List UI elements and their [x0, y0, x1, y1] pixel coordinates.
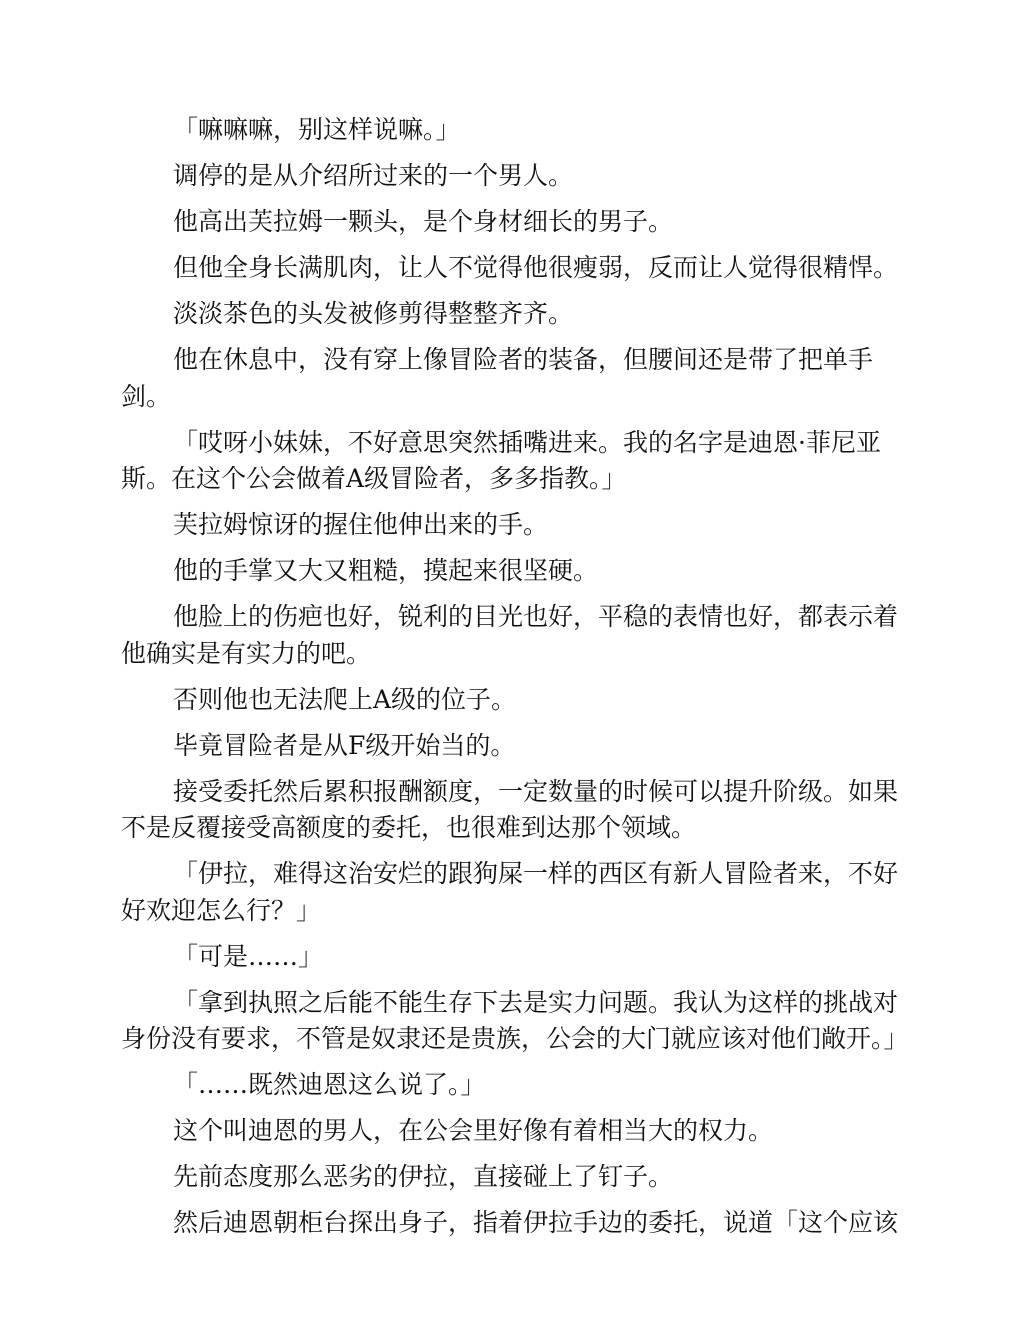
paragraph: 然后迪恩朝柜台探出身子，指着伊拉手边的委托，说道「这个应该	[173, 1208, 899, 1237]
paragraph: 「嘛嘛嘛，别这样说嘛。」	[173, 115, 461, 144]
paragraph: 「伊拉，难得这治安烂的跟狗屎一样的西区有新人冒险者来，不好好欢迎怎么行？」	[121, 859, 899, 925]
paragraph: 接受委托然后累积报酬额度，一定数量的时候可以提升阶级。如果不是反覆接受高额度的委托，也很难到达那个领域。	[121, 776, 899, 842]
paragraph: 芙拉姆惊讶的握住他伸出来的手。	[173, 510, 549, 539]
paragraph: 「……既然迪恩这么说了。」	[173, 1070, 486, 1099]
paragraph: 「哎呀小妹妹，不好意思突然插嘴进来。我的名字是迪恩·菲尼亚斯。在这个公会做着A级冒险者，多多指教。」	[121, 427, 881, 493]
paragraph: 他的手掌又大又粗糙，摸起来很坚硬。	[173, 556, 599, 585]
paragraph: 否则他也无法爬上A级的位子。	[173, 684, 517, 714]
paragraph: 「拿到执照之后能不能生存下去是实力问题。我认为这样的挑战对身份没有要求，不管是奴隶还是贵族，公会的大门就应该对他们敞开。」	[121, 987, 909, 1053]
paragraph: 他在休息中，没有穿上像冒险者的装备，但腰间还是带了把单手剑。	[121, 345, 874, 411]
paragraph: 淡淡茶色的头发被修剪得整整齐齐。	[173, 299, 574, 328]
paragraph: 但他全身长满肌肉，让人不觉得他很瘦弱，反而让人觉得很精悍。	[173, 253, 899, 282]
paragraph: 这个叫迪恩的男人，在公会里好像有着相当大的权力。	[173, 1116, 774, 1145]
paragraph: 先前态度那么恶劣的伊拉，直接碰上了钉子。	[173, 1162, 674, 1191]
paragraph: 「可是……」	[173, 941, 324, 971]
paragraph: 毕竟冒险者是从F级开始当的。	[173, 730, 516, 760]
paragraph: 调停的是从介绍所过来的一个男人。	[173, 161, 574, 190]
document-body	[121, 112, 909, 1242]
paragraph: 他高出芙拉姆一颗头，是个身材细长的男子。	[173, 207, 674, 236]
paragraph: 他脸上的伤疤也好，锐利的目光也好，平稳的表情也好，都表示着他确实是有实力的吧。	[121, 602, 899, 668]
